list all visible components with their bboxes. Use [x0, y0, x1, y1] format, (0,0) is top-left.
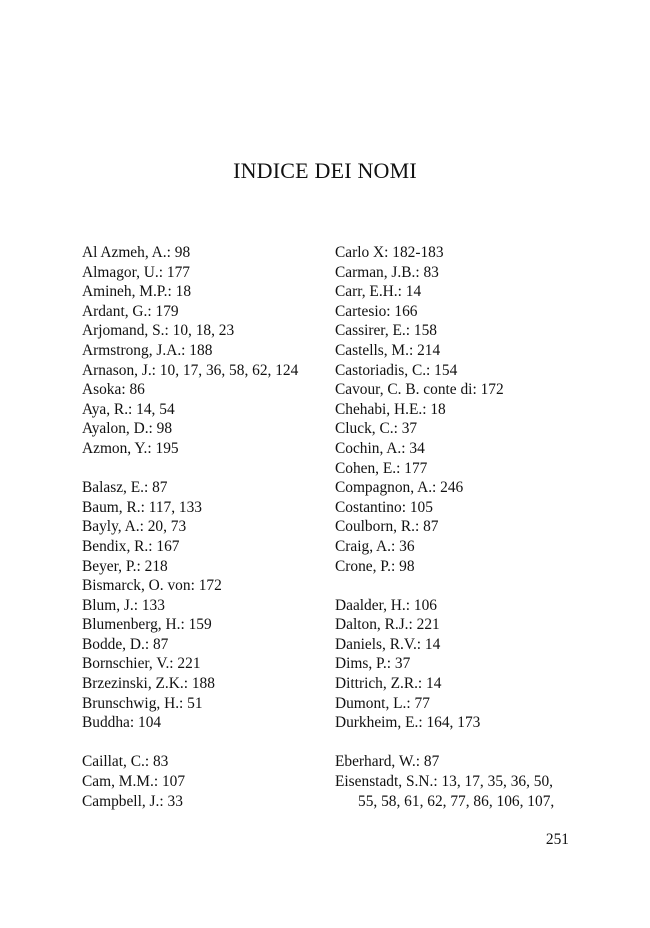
index-entry: Bendix, R.: 167 [82, 537, 180, 555]
index-entry: Brzezinski, Z.K.: 188 [82, 675, 215, 693]
index-entry: Carman, J.B.: 83 [335, 263, 439, 281]
index-entry: Bismarck, O. von: 172 [82, 577, 222, 595]
letter-group-gap [335, 733, 585, 753]
page-number: 251 [545, 831, 569, 848]
index-entry: Al Azmeh, A.: 98 [82, 244, 191, 261]
index-entry: Castells, M.: 214 [335, 341, 441, 359]
index-entry: Brunschwig, H.: 51 [82, 694, 203, 712]
index-entry: Bornschier, V.: 221 [82, 655, 201, 673]
index-entry: Ayalon, D.: 98 [82, 420, 173, 438]
index-entry: Daalder, H.: 106 [335, 596, 437, 614]
index-entry: Azmon, Y.: 195 [82, 439, 179, 457]
index-entry: Balasz, E.: 87 [82, 479, 168, 497]
index-entry: Chehabi, H.E.: 18 [335, 400, 446, 418]
index-entry: Durkheim, E.: 164, 173 [335, 714, 481, 732]
index-entry: Coulborn, R.: 87 [335, 518, 439, 536]
index-entry: Blum, J.: 133 [82, 596, 165, 614]
index-entry: Cartesio: 166 [335, 302, 418, 320]
index-entry: Eberhard, W.: 87 [335, 753, 440, 771]
index-entry: Buddha: 104 [82, 714, 162, 732]
index-entry: Crone, P.: 98 [335, 557, 415, 575]
index-entry: Craig, A.: 36 [335, 537, 415, 555]
index-entry: Beyer, P.: 218 [82, 557, 168, 575]
index-entry: Almagor, U.: 177 [82, 263, 190, 281]
index-entry: Carlo X: 182-183 [335, 244, 444, 261]
letter-group-gap [335, 576, 585, 596]
index-entry: Aya, R.: 14, 54 [82, 400, 175, 418]
index-entry: Cam, M.M.: 107 [82, 773, 186, 791]
index-entry: Dumont, L.: 77 [335, 694, 430, 712]
index-entry: Asoka: 86 [82, 381, 145, 399]
index-entry: Dalton, R.J.: 221 [335, 616, 440, 634]
index-entry: Dittrich, Z.R.: 14 [335, 675, 442, 693]
index-entry: Arnason, J.: 10, 17, 36, 58, 62, 124 [82, 361, 299, 379]
page-title: INDICE DEI NOMI [233, 158, 417, 183]
index-entry: Eisenstadt, S.N.: 13, 17, 35, 36, 50, [335, 773, 554, 791]
index-entry: Cavour, C. B. conte di: 172 [335, 381, 504, 399]
index-entry: Amineh, M.P.: 18 [82, 283, 192, 301]
index-entry: Arjomand, S.: 10, 18, 23 [82, 322, 235, 340]
index-entry: Campbell, J.: 33 [82, 792, 183, 810]
index-entry: Dims, P.: 37 [335, 655, 411, 673]
letter-group-gap [82, 459, 332, 479]
index-entry: Carr, E.H.: 14 [335, 283, 422, 301]
index-entry: Daniels, R.V.: 14 [335, 635, 441, 653]
index-entry: Ardant, G.: 179 [82, 302, 179, 320]
index-entry: Castoriadis, C.: 154 [335, 361, 458, 379]
index-column-left [82, 243, 332, 811]
index-column-right [335, 243, 585, 811]
index-entry: Costantino: 105 [335, 498, 433, 516]
index-entry: Blumenberg, H.: 159 [82, 616, 212, 634]
index-entry: Cohen, E.: 177 [335, 459, 428, 477]
index-entry: Caillat, C.: 83 [82, 753, 169, 771]
index-entry: Cluck, C.: 37 [335, 420, 418, 438]
index-entry: Bodde, D.: 87 [82, 635, 169, 653]
index-entry: Compagnon, A.: 246 [335, 479, 464, 497]
index-entry: Cassirer, E.: 158 [335, 322, 437, 340]
index-entry-continuation: 55, 58, 61, 62, 77, 86, 106, 107, [358, 792, 555, 810]
letter-group-gap [82, 733, 332, 753]
index-entry: Baum, R.: 117, 133 [82, 498, 202, 516]
index-entry: Bayly, A.: 20, 73 [82, 518, 187, 536]
index-entry: Armstrong, J.A.: 188 [82, 341, 213, 359]
index-entry: Cochin, A.: 34 [335, 439, 425, 457]
